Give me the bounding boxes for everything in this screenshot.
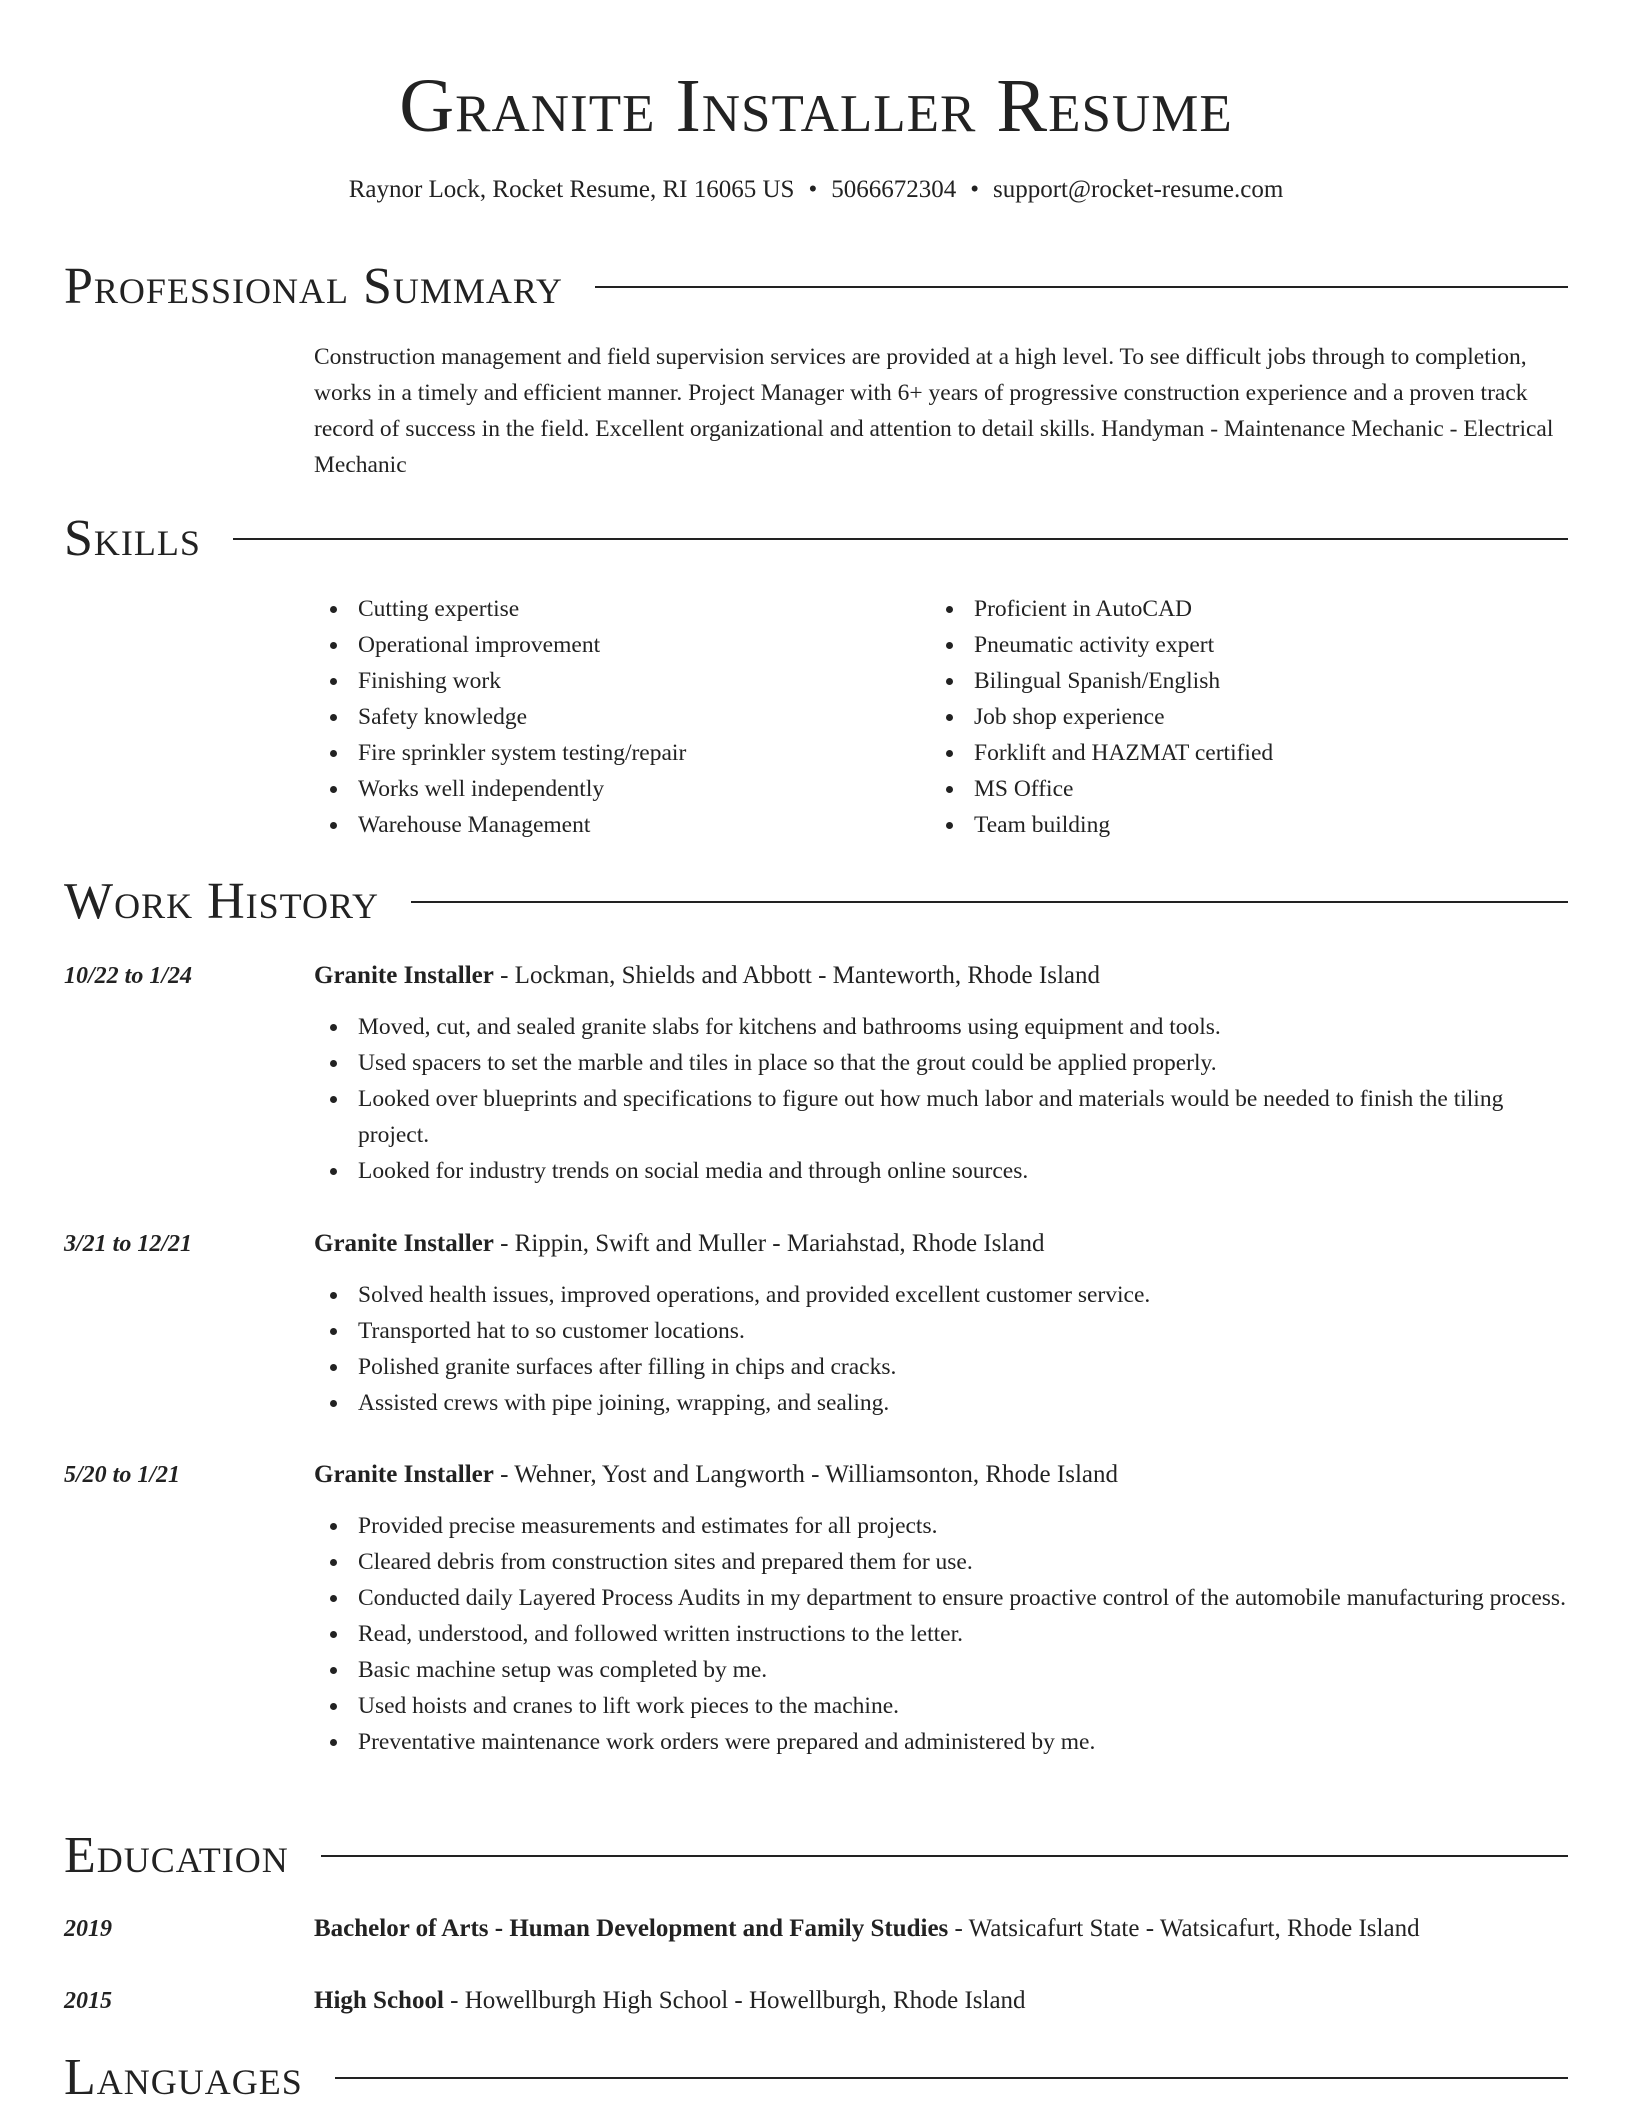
job-employer: - Rippin, Swift and Muller - Mariahstad, Rhode Island xyxy=(493,1230,1045,1257)
job-bullet: Transported hat to so customer locations. xyxy=(314,1313,1568,1349)
education-entry xyxy=(314,1983,1568,2019)
job-bullet: Read, understood, and followed written instructions to the letter. xyxy=(314,1616,1568,1652)
job-role: Granite Installer xyxy=(314,1461,494,1488)
job-bullet: Basic machine setup was completed by me. xyxy=(314,1652,1568,1688)
education-entry xyxy=(314,1911,1568,1947)
skill-item: Works well independently xyxy=(314,771,914,807)
job-role: Granite Installer xyxy=(314,962,494,989)
resume-title: Granite Installer Resume xyxy=(399,64,1233,148)
skill-item: Bilingual Spanish/English xyxy=(930,663,1550,699)
job-employer: - Wehner, Yost and Langworth - Williamsonton, Rhode Island xyxy=(493,1461,1119,1488)
education-year: 2015 xyxy=(64,1988,112,2014)
skills-list-left xyxy=(314,591,914,843)
contact-line xyxy=(0,173,1632,207)
education-year: 2019 xyxy=(64,1916,112,1942)
section-divider xyxy=(595,286,1568,288)
job-bullets xyxy=(314,1508,1568,1760)
section-title-skills: Skills xyxy=(64,510,201,567)
skill-item: Pneumatic activity expert xyxy=(930,627,1550,663)
contact-email: support@rocket-resume.com xyxy=(993,176,1284,203)
job-bullet: Used hoists and cranes to lift work pieces to the machine. xyxy=(314,1688,1568,1724)
section-title-education: Education xyxy=(64,1827,289,1884)
job-title xyxy=(314,1457,1568,1493)
job-bullet: Cleared debris from construction sites and prepared them for use. xyxy=(314,1544,1568,1580)
section-divider xyxy=(233,538,1568,540)
contact-address: Raynor Lock, Rocket Resume, RI 16065 US xyxy=(348,176,795,203)
job-bullet: Assisted crews with pipe joining, wrapping, and sealing. xyxy=(314,1385,1568,1421)
skill-item: Cutting expertise xyxy=(314,591,914,627)
section-divider xyxy=(321,1855,1568,1857)
contact-phone: 5066672304 xyxy=(831,176,957,203)
job-bullets xyxy=(314,1277,1568,1421)
job-employer: - Lockman, Shields and Abbott - Manteworth, Rhode Island xyxy=(493,962,1100,989)
job-bullet: Looked over blueprints and specifications to figure out how much labor and materials would be needed to finish the tiling project. xyxy=(314,1081,1568,1153)
job-dates: 5/20 to 1/21 xyxy=(64,1462,181,1488)
skill-item: MS Office xyxy=(930,771,1550,807)
summary-text: Construction management and field supervision services are provided at a high level. To see difficult jobs through to completion, works in a timely and efficient manner. Project Manager with 6+ years of progressive construction experience and a proven track record of success in the field. Excellent organizational and attention to detail skills. Handyman - Maintenance Mechanic - Electrical Mechanic xyxy=(314,344,1554,478)
job-bullets xyxy=(314,1009,1568,1189)
skill-item: Safety knowledge xyxy=(314,699,914,735)
skill-item: Warehouse Management xyxy=(314,807,914,843)
education-section-header xyxy=(64,1824,1568,1888)
skill-item: Finishing work xyxy=(314,663,914,699)
job-title xyxy=(314,1226,1568,1262)
skills-section-header xyxy=(64,507,1568,571)
job-dates: 3/21 to 12/21 xyxy=(64,1231,193,1257)
education-degree: Bachelor of Arts - Human Development and Family Studies xyxy=(314,1915,949,1942)
section-divider xyxy=(411,901,1568,903)
section-divider xyxy=(335,2077,1568,2079)
job-bullet: Moved, cut, and sealed granite slabs for kitchens and bathrooms using equipment and tools. xyxy=(314,1009,1568,1045)
skill-item: Proficient in AutoCAD xyxy=(930,591,1550,627)
job-bullet: Looked for industry trends on social media and through online sources. xyxy=(314,1153,1568,1189)
skills-list-right xyxy=(930,591,1550,843)
job-bullet: Conducted daily Layered Process Audits in my department to ensure proactive control of the automobile manufacturing process. xyxy=(314,1580,1568,1616)
job-bullet: Used spacers to set the marble and tiles in place so that the grout could be applied properly. xyxy=(314,1045,1568,1081)
languages-section-header xyxy=(64,2046,1568,2110)
section-title-work: Work History xyxy=(64,873,380,930)
job-bullet: Preventative maintenance work orders were prepared and administered by me. xyxy=(314,1724,1568,1760)
job-role: Granite Installer xyxy=(314,1230,494,1257)
contact-separator: • xyxy=(970,176,979,203)
contact-separator: • xyxy=(808,176,818,203)
summary-section-header xyxy=(64,255,1568,319)
skill-item: Team building xyxy=(930,807,1550,843)
skill-item: Operational improvement xyxy=(314,627,914,663)
work-section-header xyxy=(64,870,1568,934)
job-title xyxy=(314,958,1568,994)
education-school: - Watsicafurt State - Watsicafurt, Rhode Island xyxy=(948,1915,1420,1942)
education-school: - Howellburgh High School - Howellburgh, Rhode Island xyxy=(443,1987,1026,2014)
skill-item: Job shop experience xyxy=(930,699,1550,735)
skill-item: Fire sprinkler system testing/repair xyxy=(314,735,914,771)
education-degree: High School xyxy=(314,1987,444,2014)
job-dates: 10/22 to 1/24 xyxy=(64,963,193,989)
section-title-languages: Languages xyxy=(64,2049,303,2106)
job-bullet: Solved health issues, improved operations, and provided excellent customer service. xyxy=(314,1277,1568,1313)
section-title-summary: Professional Summary xyxy=(64,258,563,315)
job-bullet: Polished granite surfaces after filling in chips and cracks. xyxy=(314,1349,1568,1385)
skill-item: Forklift and HAZMAT certified xyxy=(930,735,1550,771)
job-bullet: Provided precise measurements and estimates for all projects. xyxy=(314,1508,1568,1544)
